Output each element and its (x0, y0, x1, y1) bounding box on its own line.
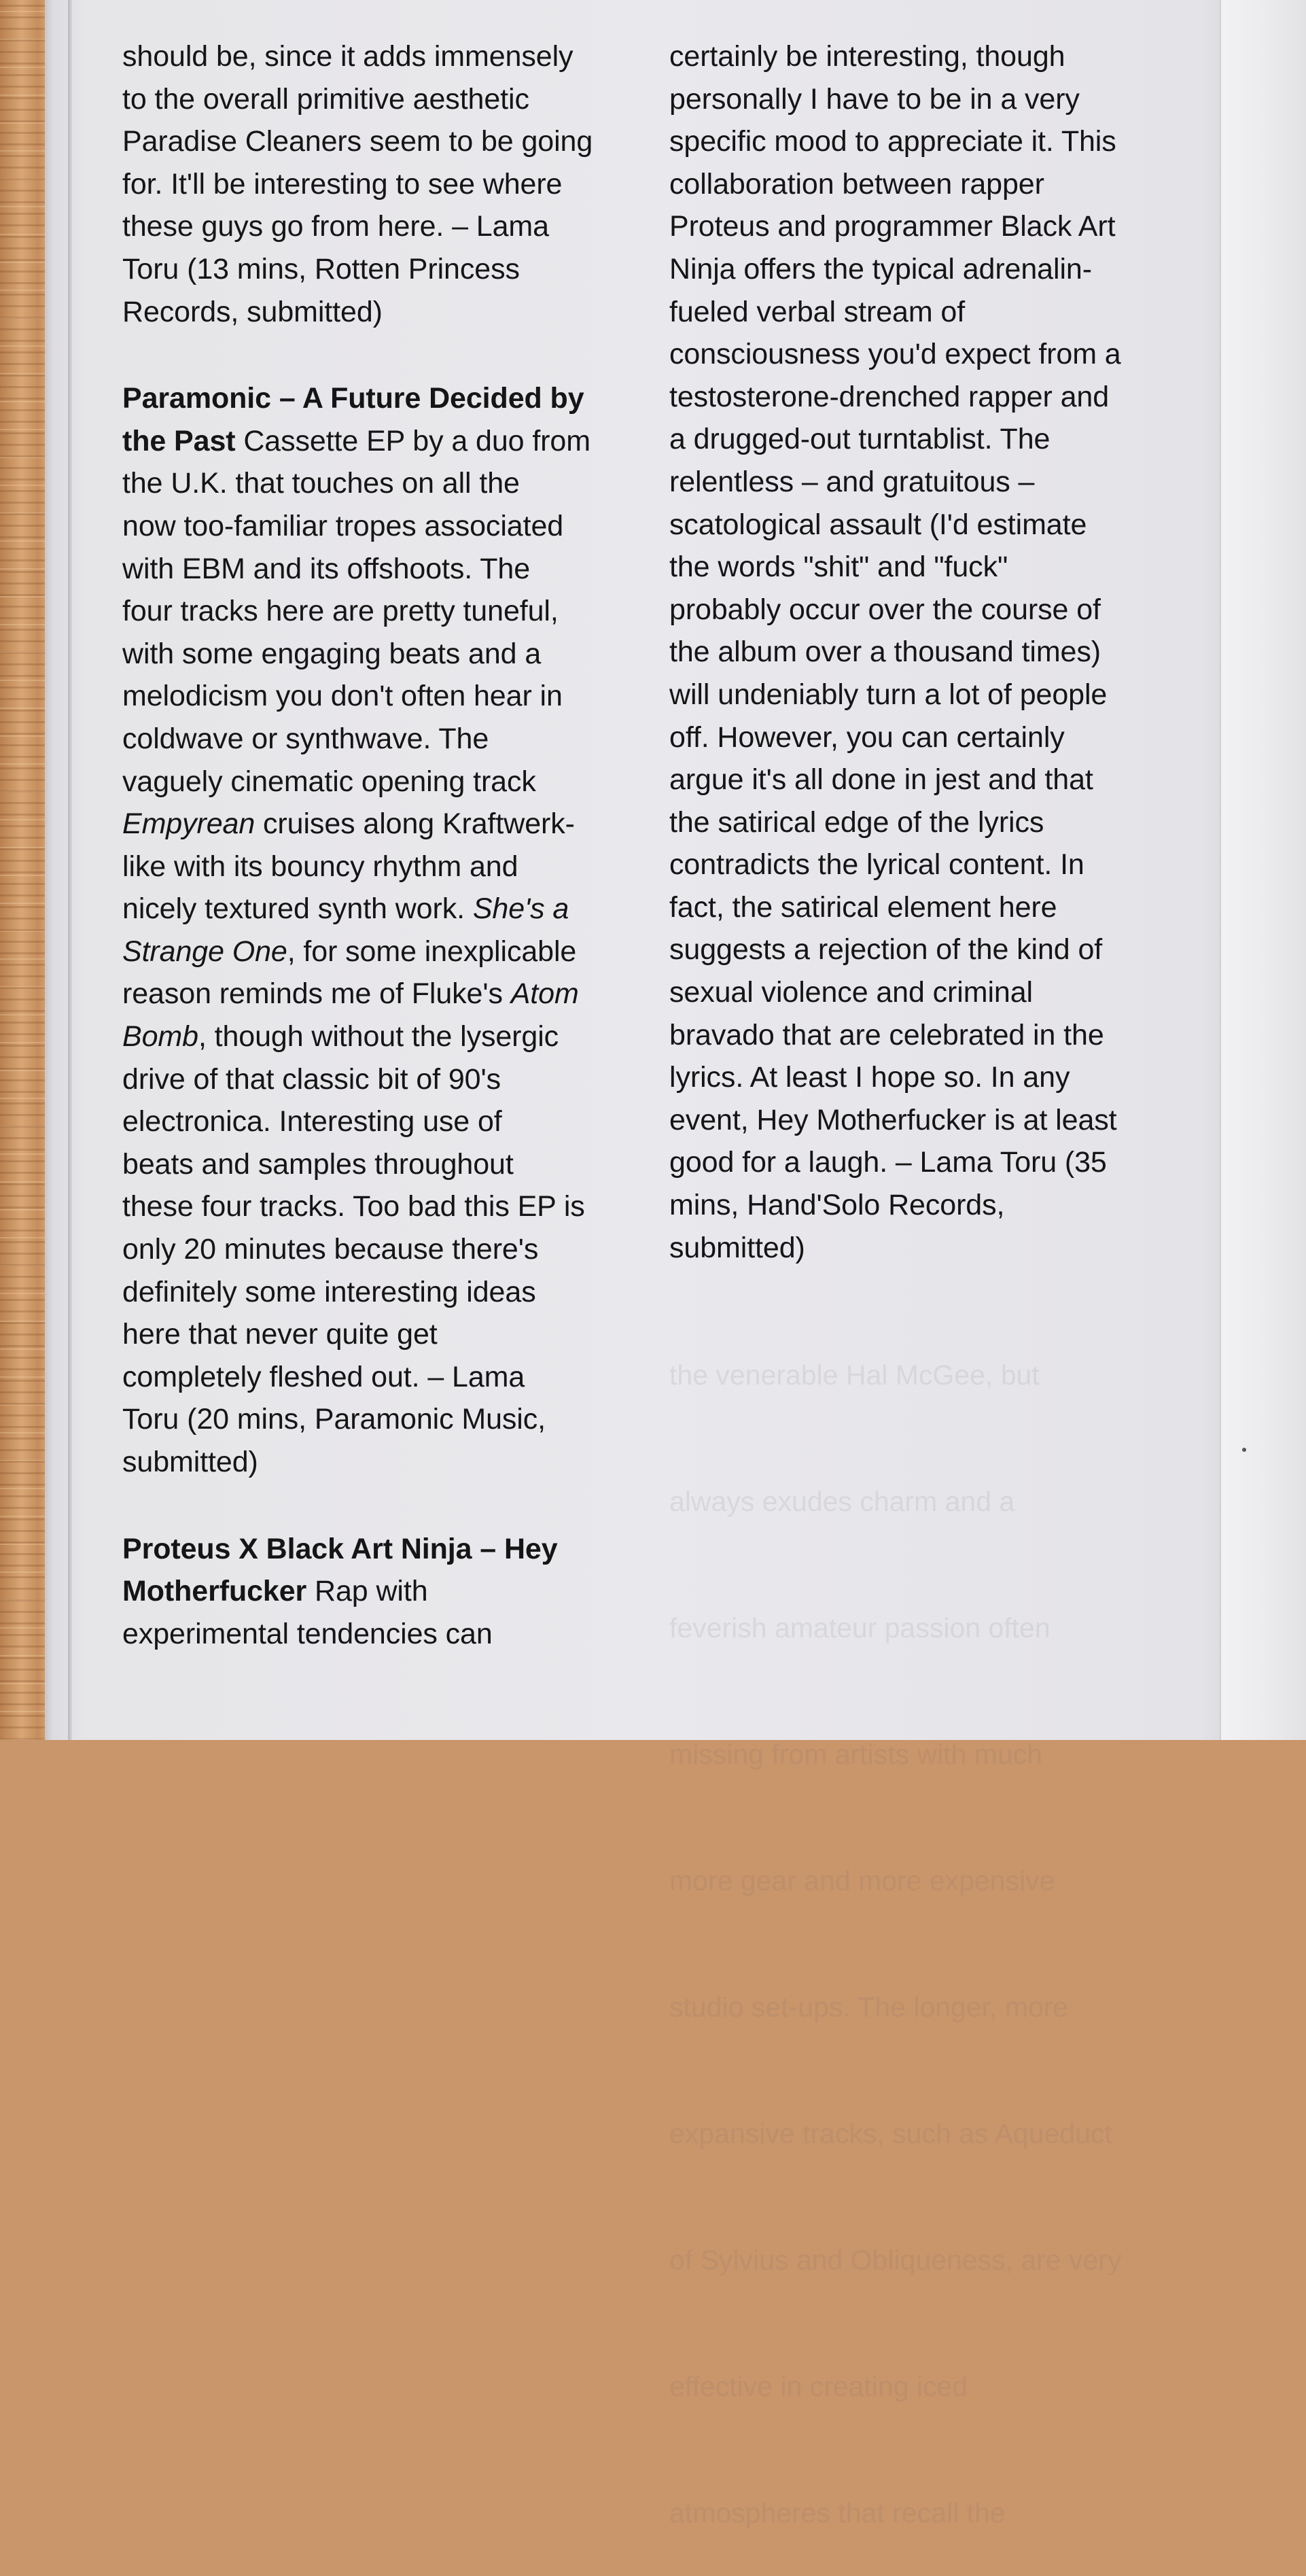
page-speck (1242, 1448, 1246, 1452)
text-line: with some engaging beats and a (122, 637, 542, 670)
review-lead: Rap with (306, 1575, 428, 1608)
show-through-line: feverish amateur passion often (669, 1612, 1051, 1643)
text-line: suggests a rejection of the kind of (669, 933, 1103, 967)
text-line: event, Hey Motherfucker is at least (669, 1103, 1117, 1136)
text-line (122, 888, 625, 930)
text-line: these four tracks. Too bad this EP is (122, 1190, 585, 1223)
show-through-line: always exudes charm and a (669, 1486, 1015, 1517)
review-title: Proteus X Black Art Ninja – Hey (122, 1532, 558, 1565)
page-crease (68, 0, 72, 1740)
text-line: Paradise Cleaners seem to be going (122, 125, 593, 158)
text-line (122, 930, 625, 973)
text-line: relentless – and gratuitous – (669, 465, 1035, 498)
right-column (669, 35, 1179, 1269)
text-line: Toru (20 mins, Paramonic Music, (122, 1403, 546, 1436)
text-line: a drugged-out turntablist. The (669, 423, 1051, 456)
text-line: good for a laugh. – Lama Toru (35 (669, 1146, 1107, 1179)
text-line: drive of that classic bit of 90's (122, 1062, 501, 1096)
track-title: She's a (472, 892, 569, 926)
text-line: sexual violence and criminal (669, 976, 1033, 1009)
review-continuation (122, 35, 625, 333)
text-span: , for some inexplicable (287, 935, 577, 968)
paragraph-gap (122, 333, 625, 377)
text-line: lyrics. At least I hope so. In any (669, 1061, 1070, 1094)
text-line: off. However, you can certainly (669, 720, 1065, 754)
text-line: should be, since it adds immensely (122, 40, 573, 73)
text-line: the U.K. that touches on all the (122, 467, 520, 500)
text-line: Proteus and programmer Black Art (669, 210, 1116, 243)
text-line: Records, submitted) (122, 295, 383, 328)
text-line: the words "shit" and "fuck" (669, 551, 1008, 584)
reverse-side-show-through (669, 1270, 1121, 2576)
paragraph-gap (122, 1484, 625, 1528)
text-line: melodicism you don't often hear in (122, 680, 563, 713)
show-through-line: more gear and more expensive (669, 1865, 1055, 1896)
review-lead: Cassette EP by a duo from (235, 424, 590, 457)
show-through-line: expansive tracks, such as Aqueduct (669, 2118, 1112, 2149)
text-line: collaboration between rapper (669, 167, 1044, 201)
text-line: to the overall primitive aesthetic (122, 82, 529, 116)
text-line (122, 377, 625, 420)
track-title: Empyrean (122, 807, 255, 841)
text-line: fueled verbal stream of (669, 295, 966, 328)
text-line: scatological assault (I'd estimate (669, 508, 1087, 541)
show-through-line: effective in creating iced (669, 2371, 968, 2402)
text-line: vaguely cinematic opening track (122, 765, 536, 798)
text-line (122, 420, 625, 463)
text-line: Toru (13 mins, Rotten Princess (122, 252, 520, 285)
text-line: consciousness you'd expect from a (669, 338, 1121, 371)
show-through-line: studio set-ups. The longer, more (669, 1991, 1069, 2023)
text-line: only 20 minutes because there's (122, 1233, 539, 1266)
text-line: fact, the satirical element here (669, 890, 1057, 924)
track-title: Atom (510, 977, 579, 1011)
text-line: electronica. Interesting use of (122, 1105, 502, 1138)
text-line: specific mood to appreciate it. This (669, 125, 1116, 158)
text-line (122, 803, 625, 846)
text-line: experimental tendencies can (122, 1617, 493, 1650)
track-title: Strange One (122, 935, 287, 968)
text-line: now too-familiar tropes associated (122, 509, 564, 542)
text-span: , though without the lysergic (198, 1020, 559, 1054)
text-span: nicely textured synth work. (122, 892, 473, 926)
adjacent-page-edge (1220, 0, 1306, 1740)
text-line: testosterone-drenched rapper and (669, 380, 1110, 413)
show-through-line: missing from artists with much (669, 1739, 1043, 1770)
show-through-line: of Sylvius and Obliqueness, are very (669, 2244, 1122, 2276)
text-line: contradicts the lyrical content. In (669, 848, 1084, 882)
text-line: submitted) (122, 1446, 258, 1478)
text-line: definitely some interesting ideas (122, 1275, 536, 1308)
show-through-line: atmospheres that recall the (669, 2497, 1006, 2528)
text-line: here that never quite get (122, 1318, 438, 1351)
text-line (122, 973, 625, 1015)
text-line: the satirical edge of the lyrics (669, 805, 1044, 839)
left-column (122, 35, 625, 1655)
text-line: Ninja offers the typical adrenalin- (669, 252, 1092, 285)
text-line: with EBM and its offshoots. The (122, 552, 531, 585)
review-proteus (122, 1528, 625, 1656)
text-line: submitted) (669, 1231, 805, 1264)
text-line: these guys go from here. – Lama (122, 210, 549, 243)
text-span: cruises along Kraftwerk- (255, 807, 575, 841)
review-title-cont: Motherfucker (122, 1575, 307, 1608)
text-line: personally I have to be in a very (669, 82, 1080, 116)
text-span: reason reminds me of Fluke's (122, 977, 511, 1011)
text-line: for. It'll be interesting to see where (122, 167, 563, 201)
text-line: the album over a thousand times) (669, 636, 1101, 669)
text-line: four tracks here are pretty tuneful, (122, 595, 559, 628)
text-line: like with its bouncy rhythm and (122, 850, 518, 883)
text-line: beats and samples throughout (122, 1147, 514, 1181)
text-line: will undeniably turn a lot of people (669, 678, 1108, 711)
text-line: probably occur over the course of (669, 593, 1101, 626)
text-line (122, 1528, 625, 1571)
track-title: Bomb (122, 1020, 198, 1054)
review-title: Paramonic – A Future Decided by (122, 382, 584, 415)
text-line: mins, Hand'Solo Records, (669, 1189, 1005, 1222)
review-paramonic (122, 377, 625, 1483)
review-title-cont: the Past (122, 424, 236, 457)
text-line: certainly be interesting, though (669, 40, 1065, 73)
text-line: bravado that are celebrated in the (669, 1018, 1104, 1051)
text-line: argue it's all done in jest and that (669, 763, 1093, 797)
text-line: completely fleshed out. – Lama (122, 1360, 525, 1393)
text-line (122, 1015, 625, 1058)
text-line (122, 1570, 625, 1613)
show-through-line: the venerable Hal McGee, but (669, 1359, 1040, 1391)
text-line: coldwave or synthwave. The (122, 722, 489, 755)
